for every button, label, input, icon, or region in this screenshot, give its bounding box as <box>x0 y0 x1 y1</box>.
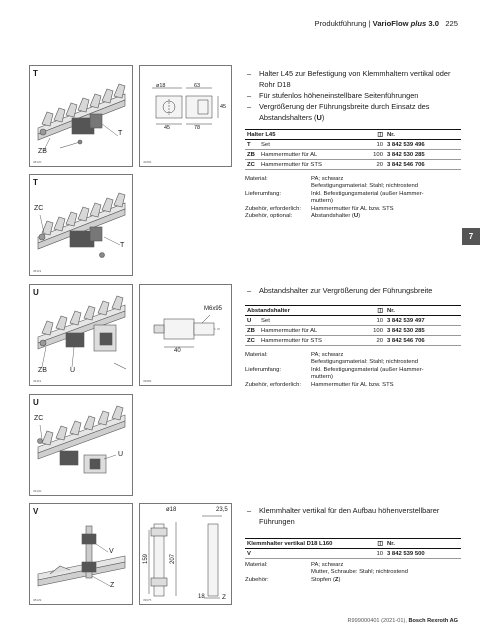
table-row: U Set 10 3 842 539 497 <box>245 316 461 326</box>
figure-holder-t-sts <box>29 174 133 276</box>
chapter-tab[interactable]: 7 <box>462 228 480 245</box>
table-row: T Set 10 3 842 539 496 <box>245 140 461 150</box>
dim-18: 18 <box>198 594 205 600</box>
dim-63: 63 <box>194 83 201 89</box>
table-row: ZB Hammermutter für AL 100 3 842 530 285 <box>245 150 461 160</box>
dim-45-vertical: 45 <box>220 104 227 110</box>
figure-ref: 38120 <box>33 160 42 164</box>
product-table-halter-l45 <box>245 129 461 170</box>
drawing-holder-t <box>139 65 232 167</box>
figure-ref: 39119 <box>33 379 42 383</box>
figure-ref: 39120 <box>33 489 42 493</box>
table-header: Halter L45 ◫ Nr. <box>245 130 461 140</box>
callout-z: Z <box>222 594 226 601</box>
table-row: ZC Hammermutter für STS 20 3 842 546 706 <box>245 336 461 346</box>
holder-t-dimension-drawing <box>140 66 231 166</box>
callout-zb: ZB <box>38 148 47 155</box>
bullet-item: – Vergrößerung der Führungsbreite durch Einsatz des Abstandshalters (U) <box>245 101 460 123</box>
callout-v: V <box>109 548 114 555</box>
table-row: V 10 3 842 539 500 <box>245 549 461 559</box>
section-title: Produktführung <box>314 19 367 28</box>
dim-78: 78 <box>194 125 201 131</box>
section2-bullets <box>245 285 460 296</box>
holder-t-sts-illustration <box>30 175 132 275</box>
figure-label: U <box>33 398 39 407</box>
section3-bullets <box>245 505 460 527</box>
drawing-clamp-v <box>139 503 232 605</box>
callout-zb: ZB <box>38 367 47 374</box>
callout-zc: ZC <box>34 205 44 212</box>
table-header: Klemmhalter vertikal D18 L160 ◫ Nr. <box>245 539 461 549</box>
package-icon: ◫ <box>359 306 385 316</box>
figure-spacer-u-sts <box>29 394 133 496</box>
callout-t: T <box>118 130 123 137</box>
callout-u: U <box>70 367 76 374</box>
spec-block-1: Material: PA; schwarz Befestigungsmaterial: Stahl; nichtrostend Lieferumfang: Inkl. Befestigungsmaterial (außer Hammer- muttern) Zubehör, erforderlich: Hammermutter für AL bzw. STS Zubehör, optional: Abstandshalter (U) <box>245 176 424 220</box>
page-footer <box>348 618 459 624</box>
figure-ref: 39975 <box>143 598 152 602</box>
bullet-item: – Klemmhalter vertikal für den Aufbau höhenverstellbarer Führungen <box>245 505 460 527</box>
dim-207: 207 <box>170 553 177 565</box>
bullet-item: – Für stufenlos höheneinstellbare Seitenführungen <box>245 90 460 101</box>
table-header: Abstandshalter ◫ Nr. <box>245 306 461 316</box>
callout-zc: ZC <box>34 415 44 422</box>
figure-ref: 40066 <box>143 160 152 164</box>
package-icon: ◫ <box>359 539 385 549</box>
dim-diameter: ø18 <box>166 507 177 513</box>
clamp-v-dimension-drawing <box>140 504 231 604</box>
figure-label: T <box>33 69 38 78</box>
dim-159: 159 <box>143 553 150 565</box>
figure-label: T <box>33 178 38 187</box>
page-header: Produktführung | VarioFlow plus 3.0 225 <box>314 19 458 28</box>
figure-ref: 38129 <box>33 598 42 602</box>
table-row: ZC Hammermutter für STS 20 3 842 546 706 <box>245 160 461 170</box>
spec-block-3: Material: PA; schwarz Mutter, Schraube: Stahl; nichtrostend Zubehör: Stopfen (Z) <box>245 562 408 583</box>
company-name: Bosch Rexroth AG <box>408 618 458 624</box>
figure-clamp-v <box>29 503 133 605</box>
figure-label: U <box>33 288 39 297</box>
figure-label: V <box>33 507 39 516</box>
table-row: ZB Hammermutter für AL 100 3 842 530 285 <box>245 326 461 336</box>
spacer-u-sts-illustration <box>30 395 132 495</box>
bullet-item: – Halter L45 zur Befestigung von Klemmhaltern vertikal oder Rohr D18 <box>245 68 460 90</box>
doc-number: R999000401 (2021-01), <box>347 618 409 624</box>
drawing-spacer-u <box>139 284 232 386</box>
dim-23-5: 23,5 <box>216 507 228 513</box>
callout-t: T <box>120 242 125 249</box>
product-table-klemmhalter <box>245 538 461 559</box>
page-number: 225 <box>445 19 458 28</box>
section1-bullets <box>245 68 460 123</box>
dim-40: 40 <box>174 348 181 354</box>
spacer-u-dimension-drawing <box>140 285 231 385</box>
callout-z: Z <box>110 582 115 589</box>
bullet-item: – Abstandshalter zur Vergrößerung der Führungsbreite <box>245 285 460 296</box>
figure-ref: 38119 <box>33 269 42 273</box>
product-table-abstandshalter <box>245 305 461 346</box>
figure-holder-t-al <box>29 65 133 167</box>
figure-ref: 39983 <box>143 379 152 383</box>
brand-name: VarioFlow <box>372 19 409 28</box>
package-icon: ◫ <box>359 130 385 140</box>
callout-u: U <box>118 451 124 458</box>
dim-thread: M6x95 <box>204 306 223 312</box>
clamp-v-illustration <box>30 504 132 604</box>
spec-block-2: Material: PA; schwarz Befestigungsmaterial: Stahl; nichtrostend Lieferumfang: Inkl. Befestigungsmaterial (außer Hammer- muttern) Zubehör, erforderlich: Hammermutter für AL bzw. STS <box>245 352 424 388</box>
dim-diameter: ø18 <box>156 83 166 89</box>
figure-spacer-u-al <box>29 284 133 386</box>
dim-45: 45 <box>164 125 171 131</box>
